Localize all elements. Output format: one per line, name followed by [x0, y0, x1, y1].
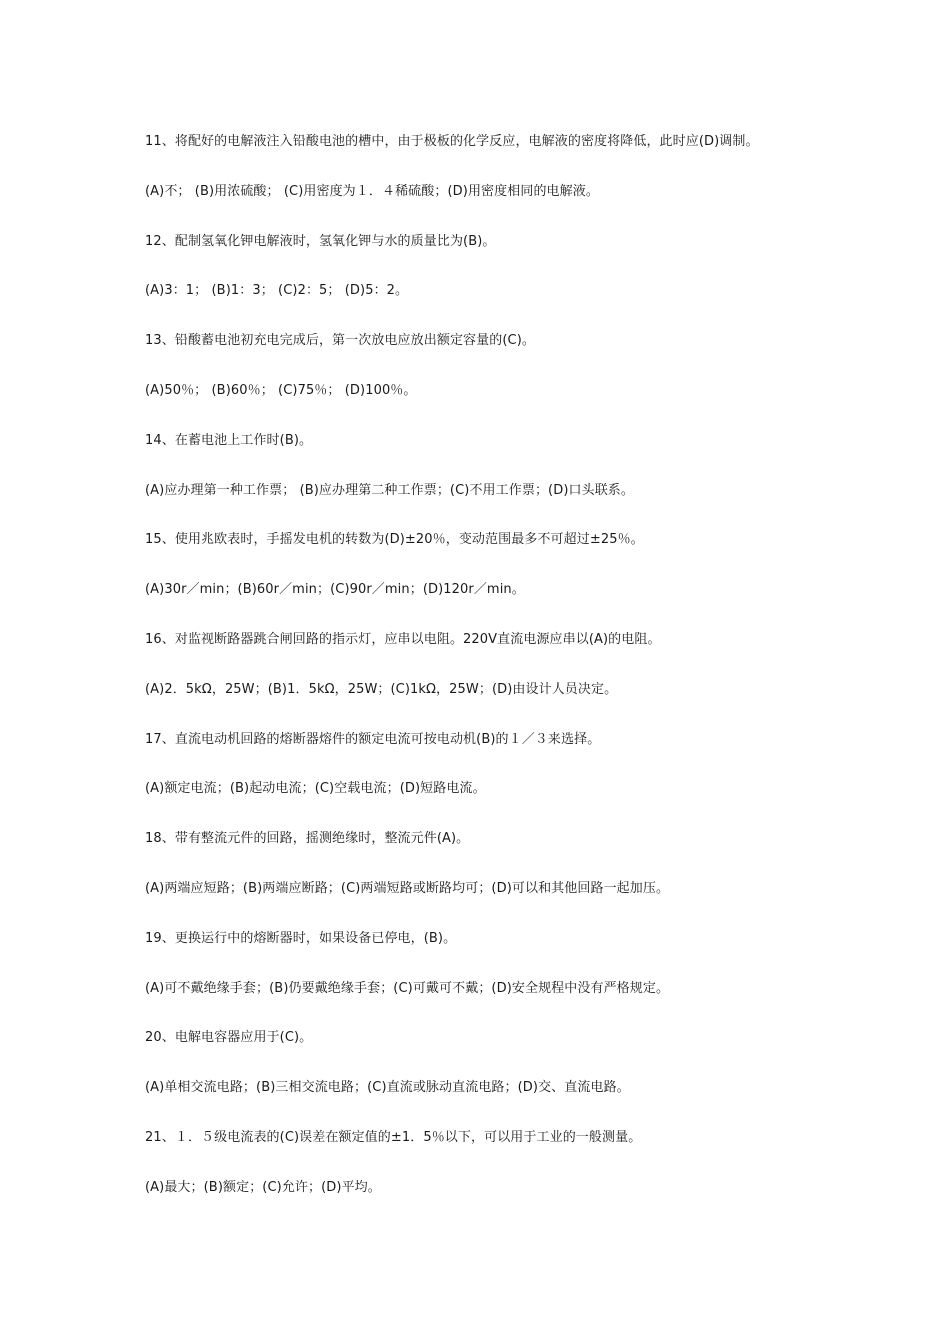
question-19-options: (A)可不戴绝缘手套；(B)仍要戴绝缘手套；(C)可戴可不戴；(D)安全规程中没有严格规定。 [145, 980, 670, 996]
question-14-options: (A)应办理第一种工作票； (B)应办理第二种工作票；(C)不用工作票；(D)口头联系。 [145, 482, 635, 498]
question-19-stem: 19、更换运行中的熔断器时，如果设备已停电，(B)。 [145, 930, 457, 946]
question-15-options: (A)30r／min；(B)60r／min；(C)90r／min；(D)120r／min。 [145, 582, 525, 598]
question-20-stem: 20、电解电容器应用于(C)。 [145, 1030, 313, 1046]
question-21-stem: 21、１．５级电流表的(C)误差在额定值的±1．5％以下，可以用于工业的一般测量。 [145, 1129, 642, 1145]
question-11-options: (A)不； (B)用浓硫酸； (C)用密度为１．４稀硫酸；(D)用密度相同的电解液。 [145, 183, 599, 199]
question-12-stem: 12、配制氢氧化钾电解液时，氢氧化钾与水的质量比为(B)。 [145, 233, 496, 249]
question-17-stem: 17、直流电动机回路的熔断器熔件的额定电流可按电动机(B)的１／３来选择。 [145, 731, 601, 747]
question-18-options: (A)两端应短路；(B)两端应断路；(C)两端短路或断路均可；(D)可以和其他回路一起加压。 [145, 880, 670, 896]
question-16-stem: 16、对监视断路器跳合闸回路的指示灯，应串以电阻。220V直流电源应串以(A)的电阻。 [145, 631, 661, 647]
question-20-options: (A)单相交流电路；(B)三相交流电路；(C)直流或脉动直流电路；(D)交、直流电路。 [145, 1080, 630, 1096]
question-11-stem: 11、将配好的电解液注入铅酸电池的槽中，由于极板的化学反应，电解液的密度将降低，此时应(D)调制。 [145, 134, 759, 149]
question-15-stem: 15、使用兆欧表时，手摇发电机的转数为(D)±20％，变动范围最多不可超过±25％。 [145, 532, 644, 548]
question-13-stem: 13、铅酸蓄电池初充电完成后，第一次放电应放出额定容量的(C)。 [145, 333, 535, 349]
question-18-stem: 18、带有整流元件的回路，摇测绝缘时，整流元件(A)。 [145, 831, 470, 847]
question-16-options: (A)2．5kΩ，25W；(B)1．5kΩ，25W；(C)1kΩ，25W；(D)由设计人员决定。 [145, 681, 618, 697]
question-13-options: (A)50％； (B)60％； (C)75％； (D)100％。 [145, 382, 417, 398]
question-21-options: (A)最大；(B)额定；(C)允许；(D)平均。 [145, 1179, 381, 1195]
question-14-stem: 14、在蓄电池上工作时(B)。 [145, 432, 313, 448]
question-17-options: (A)额定电流；(B)起动电流；(C)空载电流；(D)短路电流。 [145, 781, 486, 797]
question-12-options: (A)3：1； (B)1：3； (C)2：5； (D)5：2。 [145, 283, 409, 299]
question-list [145, 133, 845, 1229]
